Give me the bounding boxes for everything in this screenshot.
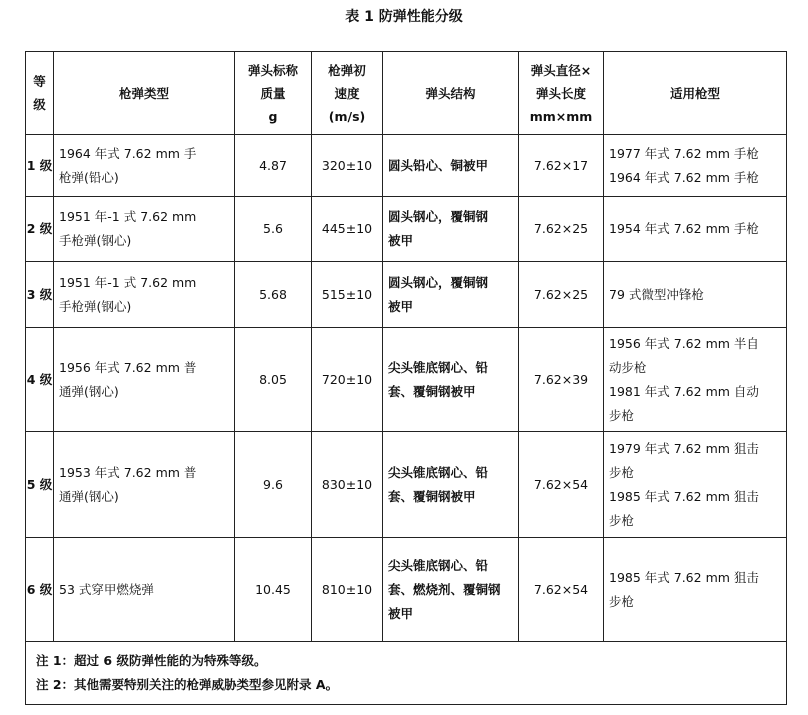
table-row <box>26 197 787 262</box>
structure-cell <box>383 262 519 328</box>
structure-cell-line: 被甲 <box>388 233 414 248</box>
grade: 6 级 <box>26 538 54 642</box>
mass-cell: 4.87 <box>235 135 312 197</box>
guns-cell <box>604 328 787 432</box>
cartridge-type-cell-line: 1953 年式 7.62 mm 普 <box>59 464 197 480</box>
header-grade <box>26 52 54 135</box>
mass-cell: 9.6 <box>235 432 312 538</box>
grade: 4 级 <box>26 328 54 432</box>
note-1: 注 1：超过 6 级防弹性能的为特殊等级。 <box>36 653 267 668</box>
header-text: 速度 <box>334 85 360 101</box>
header-bullet-structure <box>383 52 519 135</box>
size-cell: 7.62×54 <box>519 432 604 538</box>
cartridge-type-cell-line: 通弹(钢心) <box>59 383 119 399</box>
velocity-cell: 810±10 <box>312 538 383 642</box>
guns-cell-line: 1956 年式 7.62 mm 半自 <box>609 335 759 351</box>
header-text: g <box>268 108 278 124</box>
guns-cell-line: 1979 年式 7.62 mm 狙击 <box>609 440 759 456</box>
header-text: 弹头标称 <box>247 62 298 78</box>
header-row <box>26 52 787 135</box>
cartridge-type-cell <box>54 135 235 197</box>
header-applicable-guns <box>604 52 787 135</box>
velocity-cell: 445±10 <box>312 197 383 262</box>
structure-cell-line: 尖头锥底钢心、铅 <box>388 557 489 573</box>
structure-cell-line: 被甲 <box>388 605 414 621</box>
grade: 5 级 <box>26 432 54 538</box>
table-row <box>26 538 787 642</box>
header-text: 枪弹初 <box>328 62 366 78</box>
structure-cell <box>383 538 519 642</box>
table-row <box>26 328 787 432</box>
size-cell: 7.62×17 <box>519 135 604 197</box>
guns-cell-line: 步枪 <box>609 593 635 609</box>
mass-cell: 5.6 <box>235 197 312 262</box>
structure-cell-line: 套、覆铜钢被甲 <box>388 383 476 399</box>
header-text: 弹头直径× <box>530 62 592 78</box>
structure-cell <box>383 432 519 538</box>
cartridge-type-cell-line: 手枪弹(钢心) <box>59 298 132 314</box>
velocity-cell: 720±10 <box>312 328 383 432</box>
cartridge-type-cell <box>54 262 235 328</box>
guns-cell-line: 1954 年式 7.62 mm 手枪 <box>609 221 759 236</box>
cartridge-type-cell <box>54 538 235 642</box>
ballistic-grade-table <box>25 51 787 705</box>
cartridge-type-cell-line: 通弹(钢心) <box>59 488 119 504</box>
size-cell: 7.62×25 <box>519 262 604 328</box>
header-text: 弹头长度 <box>535 85 586 101</box>
velocity-cell: 515±10 <box>312 262 383 328</box>
mass-cell: 5.68 <box>235 262 312 328</box>
mass-cell: 8.05 <box>235 328 312 432</box>
cartridge-type-cell-line: 手枪弹(钢心) <box>59 233 132 248</box>
guns-cell <box>604 197 787 262</box>
guns-cell-line: 1964 年式 7.62 mm 手枪 <box>609 169 759 185</box>
guns-cell-line: 步枪 <box>609 464 635 480</box>
grade: 2 级 <box>26 197 54 262</box>
structure-cell-line: 圆头钢心，覆铜钢 <box>388 209 489 224</box>
structure-cell-line: 圆头钢心，覆铜钢 <box>388 274 489 290</box>
cartridge-type-cell-line: 1951 年-1 式 7.62 mm <box>59 209 197 224</box>
notes-cell <box>26 642 787 705</box>
cartridge-type-cell-line: 枪弹(铅心) <box>59 169 119 185</box>
header-text: 弹头结构 <box>425 85 476 101</box>
guns-cell-line: 1985 年式 7.62 mm 狙击 <box>609 569 759 585</box>
guns-cell-line: 步枪 <box>609 407 635 423</box>
table-row <box>26 432 787 538</box>
table-row <box>26 262 787 328</box>
guns-cell-line: 1977 年式 7.62 mm 手枪 <box>609 145 759 161</box>
cartridge-type-cell-line: 1964 年式 7.62 mm 手 <box>59 145 197 161</box>
guns-cell-line: 1981 年式 7.62 mm 自动 <box>609 383 759 399</box>
velocity-cell: 320±10 <box>312 135 383 197</box>
structure-cell <box>383 197 519 262</box>
structure-cell-line: 套、燃烧剂、覆铜钢 <box>388 581 501 597</box>
header-bullet-size <box>519 52 604 135</box>
guns-cell-line: 1985 年式 7.62 mm 狙击 <box>609 488 759 504</box>
structure-cell-line: 尖头锥底钢心、铅 <box>388 464 489 480</box>
guns-cell <box>604 432 787 538</box>
header-text: 适用枪型 <box>669 85 720 101</box>
header-cartridge-type <box>54 52 235 135</box>
size-cell: 7.62×54 <box>519 538 604 642</box>
guns-cell-line: 步枪 <box>609 512 635 528</box>
cartridge-type-cell <box>54 328 235 432</box>
cartridge-type-cell-line: 1951 年-1 式 7.62 mm <box>59 274 197 290</box>
velocity-cell: 830±10 <box>312 432 383 538</box>
structure-cell <box>383 135 519 197</box>
header-text: mm×mm <box>529 108 593 124</box>
header-text: 质量 <box>260 85 286 101</box>
guns-cell <box>604 135 787 197</box>
note-2: 注 2：其他需要特别关注的枪弹威胁类型参见附录 A。 <box>36 677 339 692</box>
header-bullet-mass <box>235 52 312 135</box>
header-muzzle-velocity <box>312 52 383 135</box>
cartridge-type-cell-line: 53 式穿甲燃烧弹 <box>59 581 154 597</box>
grade: 1 级 <box>26 135 54 197</box>
guns-cell <box>604 262 787 328</box>
header-text: 枪弹类型 <box>118 85 169 101</box>
grade: 3 级 <box>26 262 54 328</box>
structure-cell-line: 被甲 <box>388 298 414 314</box>
guns-cell-line: 79 式微型冲锋枪 <box>609 286 704 302</box>
table-title: 表 1 防弹性能分级 <box>345 9 463 25</box>
size-cell: 7.62×39 <box>519 328 604 432</box>
structure-cell-line: 尖头锥底钢心、铅 <box>388 359 489 375</box>
header-text: (m/s) <box>328 108 366 124</box>
cartridge-type-cell <box>54 197 235 262</box>
cartridge-type-cell <box>54 432 235 538</box>
header-text: 等级 <box>33 74 46 112</box>
cartridge-type-cell-line: 1956 年式 7.62 mm 普 <box>59 359 197 375</box>
guns-cell-line: 动步枪 <box>609 359 647 375</box>
structure-cell-line: 套、覆铜钢被甲 <box>388 488 476 504</box>
mass-cell: 10.45 <box>235 538 312 642</box>
guns-cell <box>604 538 787 642</box>
notes-row <box>26 642 787 705</box>
structure-cell <box>383 328 519 432</box>
size-cell: 7.62×25 <box>519 197 604 262</box>
structure-cell-line: 圆头铅心、铜被甲 <box>388 157 489 173</box>
table-row <box>26 135 787 197</box>
